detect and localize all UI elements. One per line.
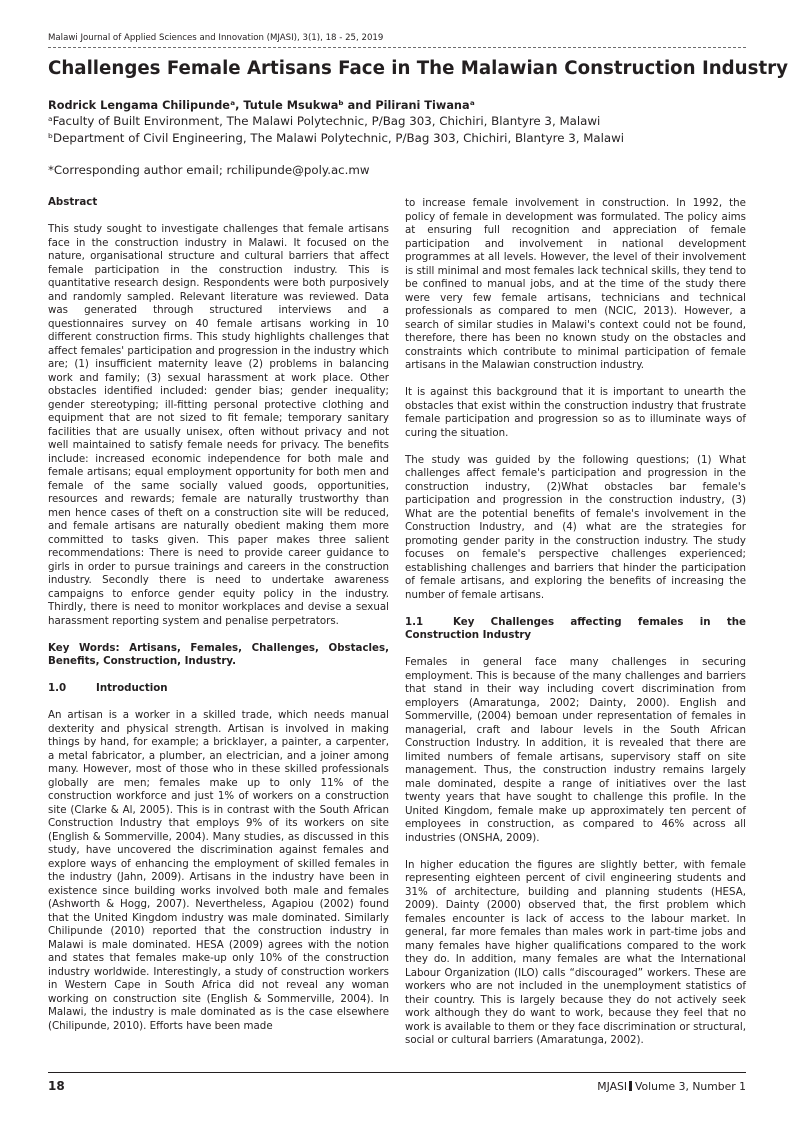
- footer-divider: [48, 1072, 746, 1073]
- separator-bar: [629, 1081, 632, 1091]
- keywords: Key Words: Artisans, Females, Challenges, Obstacles, Benefits, Construction, Industry.: [48, 641, 389, 667]
- body-paragraph: Females in general face many challenges in securing employment. This is because of the many challenges and barriers that stand in their way including covert discrimination from employers (Amaratunga, 2002; Dainty, 2000). English and Sommerville, (2004) bemoan under representation of females in managerial, craft and labour levels in the South African Construction Industry. In addition, it is revealed that there are limited numbers of female artisans, supervisory staff on site management. Thus, the construction industry remains largely male dominated, despite a range of initiatives over the last twenty years that have sought to challenge this profile. In the United Kingdom, female make up approximately ten percent of employees in construction, as compared to 46% across all industries (ONSHA, 2009).: [405, 656, 746, 844]
- subsection-number: 1.1: [405, 615, 424, 628]
- body-paragraph: The study was guided by the following questions; (1) What challenges affect female's participation and progression in the construction industry, (2)What obstacles bar female's participation and progression in the construction industry, (3) What are the potential benefits of female's involvement in the Construction Industry, and (4) what are the strategies for promoting gender parity in the construction industry. The study focuses on female's perspective challenges experienced; establishing challenges and barriers that hinder the participation of female artisans, and exploring the benefits of increasing the number of female artisans.: [405, 453, 746, 601]
- page-number: 18: [48, 1079, 65, 1093]
- journal-label: MJASI: [597, 1080, 627, 1093]
- intro-number: 1.0: [48, 682, 67, 694]
- volume-info: Volume 3, Number 1: [635, 1080, 746, 1093]
- journal-footer: [597, 1080, 746, 1093]
- intro-paragraph: An artisan is a worker in a skilled trade, which needs manual dexterity and physical strength. Artisan is involved in making things by hand, for example; a bricklayer, a painter, a carpenter, a metal fabricator, a plumber, an electrician, and a joiner among many. However, most of those who in these skilled professionals globally are men; females make up to only 11% of the construction workforce and just 1% of workers on a construction site (Clarke & Al, 2005). This is in contrast with the South African Construction Industry that employs 9% of its workers on site (English & Sommerville, 2004). Many studies, as discussed in this study, have uncovered the discrimination against females and explore ways of enhancing the employment of skilled females in the industry (Jahn, 2009). Artisans in the industry have been in existence since building works involved both male and females (Ashworth & Hogg, 2007). Nevertheless, Agapiou (2002) found that the United Kingdom industry was male dominated. Similarly Chilipunde (2010) reported that the construction industry in Malawi is male dominated. HESA (2009) agrees with the notion and states that females make-up only 10% of the construction industry worldwide. Interestingly, a study of construction workers in Western Cape in South Africa did not reveal any woman working on construction site (English & Sommerville, 2004). In Malawi, the industry is male dominated as is the case elsewhere (Chilipunde, 2010). Efforts have been made: [48, 709, 389, 1032]
- article-title: Challenges Female Artisans Face in The Malawian Construction Industry: [48, 58, 788, 79]
- body-paragraph: to increase female involvement in construction. In 1992, the policy of female in development was formulated. The policy aims at ensuring full recognition and appreciation of female participation and involvement in national development programmes at all levels. However, the level of their involvement is still minimal and most females lack technical skills, they tend to be confined to manual jobs, and at the time of the study there were very few female artisans, technicians and technical professionals as compared to men (NCIC, 2013). However, a search of similar studies in Malawi's context could not be found, therefore, there has been no known study on the obstacles and constraints which contribute to minimal participation of female artisans in the Malawian construction industry.: [405, 197, 746, 371]
- header-divider: [48, 47, 746, 48]
- left-column: [48, 196, 389, 1047]
- affiliation-b: ᵇDepartment of Civil Engineering, The Malawi Polytechnic, P/Bag 303, Chichiri, Blantyre 3, Malawi: [48, 131, 625, 145]
- abstract-text: This study sought to investigate challenges that female artisans face in the construction industry in Malawi. It focused on the nature, organisational structure and cultural barriers that affect female participation in the construction industry. This is quantitative research design. Respondents were both purposively and randomly sampled. Relevant literature was reviewed. Data was generated through structured interviews and a questionnaires survey on 40 female artisans working in 10 different construction firms. This study highlights challenges that affect females' participation and progression in the industry which are; (1) insufficient maternity leave (2) problems in balancing work and family; (3) sexual harassment at work place. Other obstacles identified included: gender bias; gender inequality; gender stereotyping; ill-fitting personal protective clothing and equipment that are not sized to fit female; temporary sanitary facilities that are usually unisex, often without privacy and not well maintained to satisfy female needs for privacy. The benefits include: increased economic independence for both male and female artisans; equal employment opportunity for both men and female of the same socially valued goods, opportunities, resources and rewards; female are naturally trustworthy than men hence cases of theft on a construction site will be reduced, and female artisans are naturally obedient making them more committed to tasks given. This paper makes three salient recommendations: There is need to provide career guidance to girls in order to pursue trainings and careers in the construction industry. Secondly there is need to undertake awareness campaigns to enforce gender equity policy in the industry. Thirdly, there is need to monitor workplaces and devise a sexual harassment reporting system and penalise perpetrators.: [48, 223, 389, 627]
- right-column: [405, 197, 746, 1061]
- corresponding-author: *Corresponding author email; rchilipunde@poly.ac.mw: [48, 163, 370, 177]
- author-list: Rodrick Lengama Chilipundeᵃ, Tutule Msukwaᵇ and Pilirani Tiwanaᵃ: [48, 99, 475, 112]
- subsection-title: Key Challenges affecting females in the Construction Industry: [405, 615, 746, 641]
- affiliation-a: ᵃFaculty of Built Environment, The Malawi Polytechnic, P/Bag 303, Chichiri, Blantyre 3, Malawi: [48, 114, 601, 128]
- intro-title: Introduction: [96, 682, 168, 694]
- subsection-heading: [405, 616, 746, 643]
- running-head: Malawi Journal of Applied Sciences and Innovation (MJASI), 3(1), 18 - 25, 2019: [48, 33, 384, 43]
- body-paragraph: It is against this background that it is important to unearth the obstacles that exist within the construction industry that frustrate female participation and progression so as to illuminate ways of curing the situation.: [405, 386, 746, 439]
- intro-heading: [48, 682, 389, 696]
- body-paragraph: In higher education the figures are slightly better, with female representing eighteen percent of civil engineering students and 31% of architecture, building and planning students (HESA, 2009). Dainty (2000) observed that, the first problem which females encounter is lack of access to the labour market. In general, far more females than males work in part-time jobs and many females have higher qualifications compared to the work they do. In addition, many females are what the International Labour Organization (ILO) calls “discouraged” workers. These are workers who are not included in the unemployment statistics of their country. This is largely because they do not actively seek work although they do want to work, because they feel that no work is available to them or they face discrimination or structural, social or cultural barriers (Amaratunga, 2002).: [405, 858, 746, 1046]
- abstract-heading: Abstract: [48, 196, 98, 208]
